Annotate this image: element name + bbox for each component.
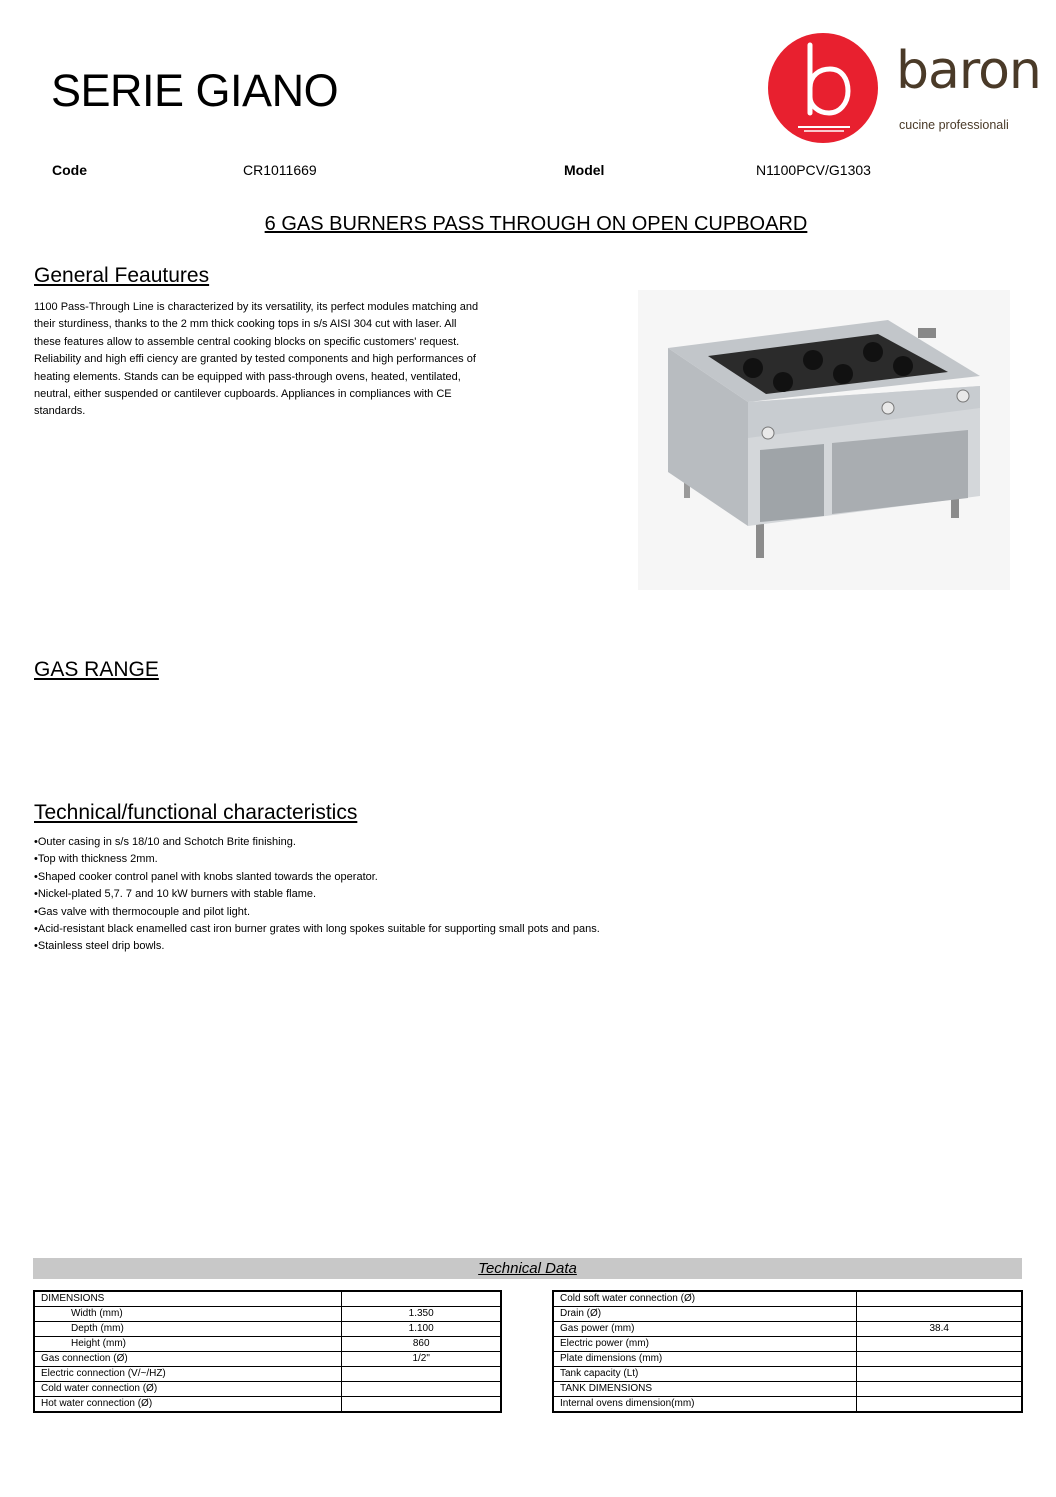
table-row [34,1397,501,1413]
model-label: Model [564,162,605,178]
table-row [34,1337,501,1352]
table-row [34,1322,501,1337]
spec-value [342,1367,501,1382]
spec-label: Electric power (mm) [553,1337,857,1352]
table-row [553,1322,1022,1337]
product-title: 6 GAS BURNERS PASS THROUGH ON OPEN CUPBOARD [264,213,808,235]
code-value: CR1011669 [243,162,317,178]
series-title: SERIE GIANO [51,65,339,116]
spec-value [857,1367,1022,1382]
spec-value [342,1291,501,1307]
technical-heading: Technical/functional characteristics [34,801,358,824]
spec-value: 1.100 [342,1322,501,1337]
spec-label: Plate dimensions (mm) [553,1352,857,1367]
list-item: • Top with thickness 2mm. [34,851,600,868]
spec-value: 1/2" [342,1352,501,1367]
baron-logo [768,33,1041,145]
spec-value [857,1352,1022,1367]
table-row [34,1352,501,1367]
logo-wordmark: baron [896,41,1041,101]
logo-b-mark [768,33,878,143]
gas-range-heading: GAS RANGE [34,658,159,681]
spec-value [857,1397,1022,1413]
desc-line: standards. [34,405,86,418]
general-features-heading: General Feautures [34,264,210,287]
table-row [34,1291,501,1307]
desc-line: 1100 Pass-Through Line is characterized by its versatility, its perfect modules matching and [34,301,479,313]
list-item: • Acid-resistant black enamelled cast iron burner grates with long spokes suitable for supporting small pots and pans. [34,921,600,938]
table-row [553,1291,1022,1307]
code-label: Code [52,162,87,178]
table-row [553,1367,1022,1382]
spec-label: Height (mm) [34,1337,342,1352]
spec-label: Hot water connection (Ø) [34,1397,342,1413]
model-value: N1100PCV/G1303 [756,162,871,178]
desc-line: Reliability and high effi ciency are granted by tested components and high performances of [34,353,476,366]
table-row [553,1352,1022,1367]
table-row [34,1382,501,1397]
spec-label: Electric connection (V/~/HZ) [34,1367,342,1382]
spec-table-left [33,1290,502,1413]
spec-value [342,1397,501,1413]
spec-value [342,1382,501,1397]
technical-data-title: Technical Data [33,1258,1022,1279]
spec-label: Width (mm) [34,1307,342,1322]
desc-line: these features allow to assemble central cooking blocks on specific customers' request. [34,335,460,348]
desc-line: their sturdiness, thanks to the 2 mm thick cooking tops in s/s AISI 304 cut with laser. All [34,318,457,331]
characteristics-list [34,834,600,956]
spec-label: Cold soft water connection (Ø) [553,1291,857,1307]
desc-line: heating elements. Stands can be equipped with pass-through ovens, heated, ventilated, [34,370,461,383]
product-photo [638,290,1010,590]
list-item: • Stainless steel drip bowls. [34,938,600,955]
spec-value: 38.4 [857,1322,1022,1337]
list-item: • Gas valve with thermocouple and pilot light. [34,904,600,921]
list-item: • Outer casing in s/s 18/10 and Schotch Brite finishing. [34,834,600,851]
table-row [553,1397,1022,1413]
table-row [553,1382,1022,1397]
spec-label: Drain (Ø) [553,1307,857,1322]
table-row [553,1307,1022,1322]
general-description [34,299,514,421]
spec-value [857,1307,1022,1322]
spec-value: 860 [342,1337,501,1352]
list-item: • Nickel-plated 5,7. 7 and 10 kW burners with stable flame. [34,886,600,903]
desc-line: neutral, either suspended or cantilever cupboards. Appliances in compliances with CE [34,388,452,401]
spec-label: Gas connection (Ø) [34,1352,342,1367]
spec-label: Cold water connection (Ø) [34,1382,342,1397]
spec-label: TANK DIMENSIONS [553,1382,857,1397]
list-item: • Shaped cooker control panel with knobs slanted towards the operator. [34,869,600,886]
spec-table-right [552,1290,1023,1413]
spec-value [857,1382,1022,1397]
spec-label: Tank capacity (Lt) [553,1367,857,1382]
table-row [34,1307,501,1322]
spec-label: Internal ovens dimension(mm) [553,1397,857,1413]
table-row [553,1337,1022,1352]
spec-value [857,1337,1022,1352]
table-row [34,1367,501,1382]
spec-label: Depth (mm) [34,1322,342,1337]
spec-label: Gas power (mm) [553,1322,857,1337]
spec-value [857,1291,1022,1307]
spec-label: DIMENSIONS [34,1291,342,1307]
spec-value: 1.350 [342,1307,501,1322]
logo-tagline: cucine professionali [899,118,1009,132]
